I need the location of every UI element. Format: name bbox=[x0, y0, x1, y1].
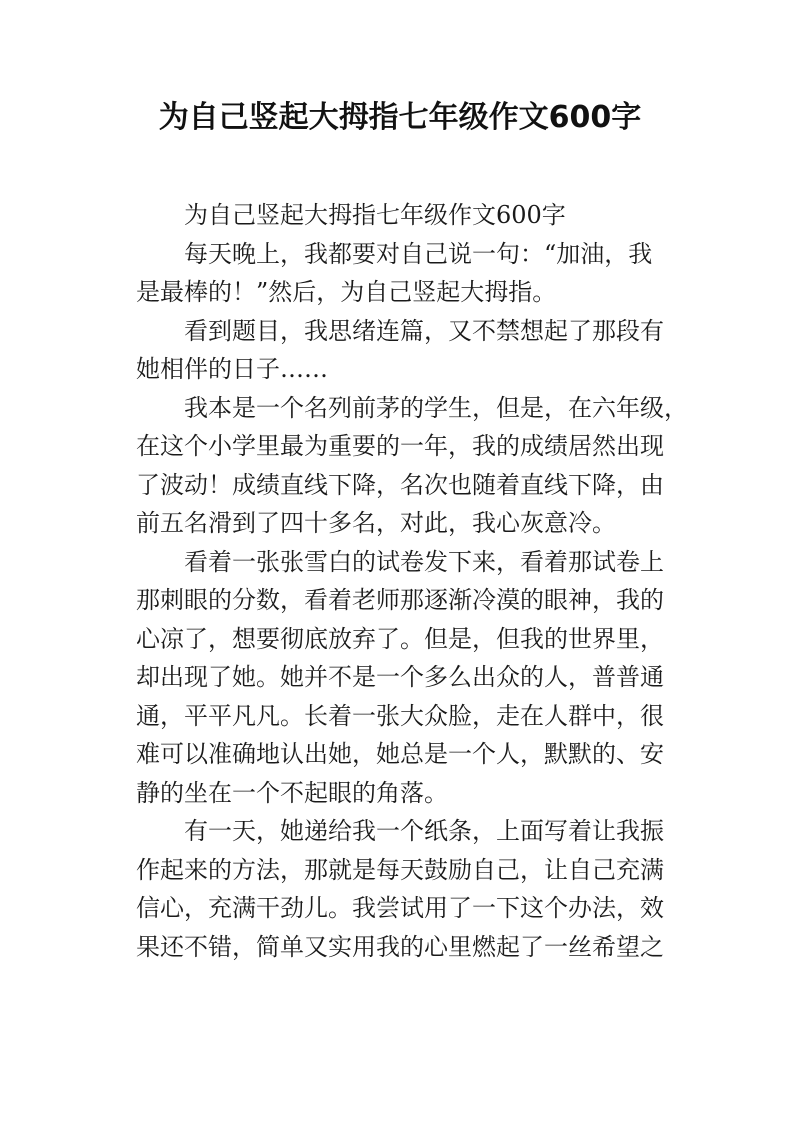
body-line: 前五名滑到了四十多名，对此，我心灰意冷。 bbox=[136, 509, 616, 537]
body-line: 通，平平凡凡。长着一张大众脸，走在人群中，很 bbox=[136, 701, 664, 730]
document-title: 为自己竖起大拇指七年级作文600字 bbox=[158, 100, 642, 135]
document-body bbox=[136, 196, 688, 966]
body-line: 却出现了她。她并不是一个多么出众的人，普普通 bbox=[136, 663, 664, 691]
body-line: 果还不错，简单又实用我的心里燃起了一丝希望之 bbox=[136, 932, 664, 961]
body-line: 看着一张张雪白的试卷发下来，看着那试卷上 bbox=[184, 547, 664, 576]
body-line: 信心，充满干劲儿。我尝试用了一下这个办法，效 bbox=[136, 894, 664, 922]
body-line: 难可以准确地认出她，她总是一个人，默默的、安 bbox=[136, 740, 664, 768]
body-line: 了波动！成绩直线下降，名次也随着直线下降，由 bbox=[136, 470, 664, 499]
body-line: 她相伴的日子…… bbox=[136, 355, 328, 383]
body-line: 作起来的方法，那就是每天鼓励自己，让自己充满 bbox=[136, 855, 664, 884]
body-line: 看到题目，我思绪连篇，又不禁想起了那段有 bbox=[184, 316, 664, 345]
body-line: 有一天，她递给我一个纸条，上面写着让我振 bbox=[184, 817, 664, 845]
body-line: 每天晚上，我都要对自己说一句：“加油，我 bbox=[184, 239, 653, 268]
body-line: 静的坐在一个不起眼的角落。 bbox=[136, 778, 448, 807]
body-line: 那刺眼的分数，看着老师那逐渐冷漠的眼神，我的 bbox=[136, 586, 664, 614]
body-line: 在这个小学里最为重要的一年，我的成绩居然出现 bbox=[136, 432, 664, 460]
body-line: 为自己竖起大拇指七年级作文600字 bbox=[184, 201, 566, 229]
body-line: 心凉了，想要彻底放弃了。但是，但我的世界里， bbox=[136, 624, 664, 653]
body-line: 是最棒的！”然后，为自己竖起大拇指。 bbox=[136, 278, 557, 306]
body-line: 我本是一个名列前茅的学生，但是，在六年级， bbox=[184, 393, 688, 422]
